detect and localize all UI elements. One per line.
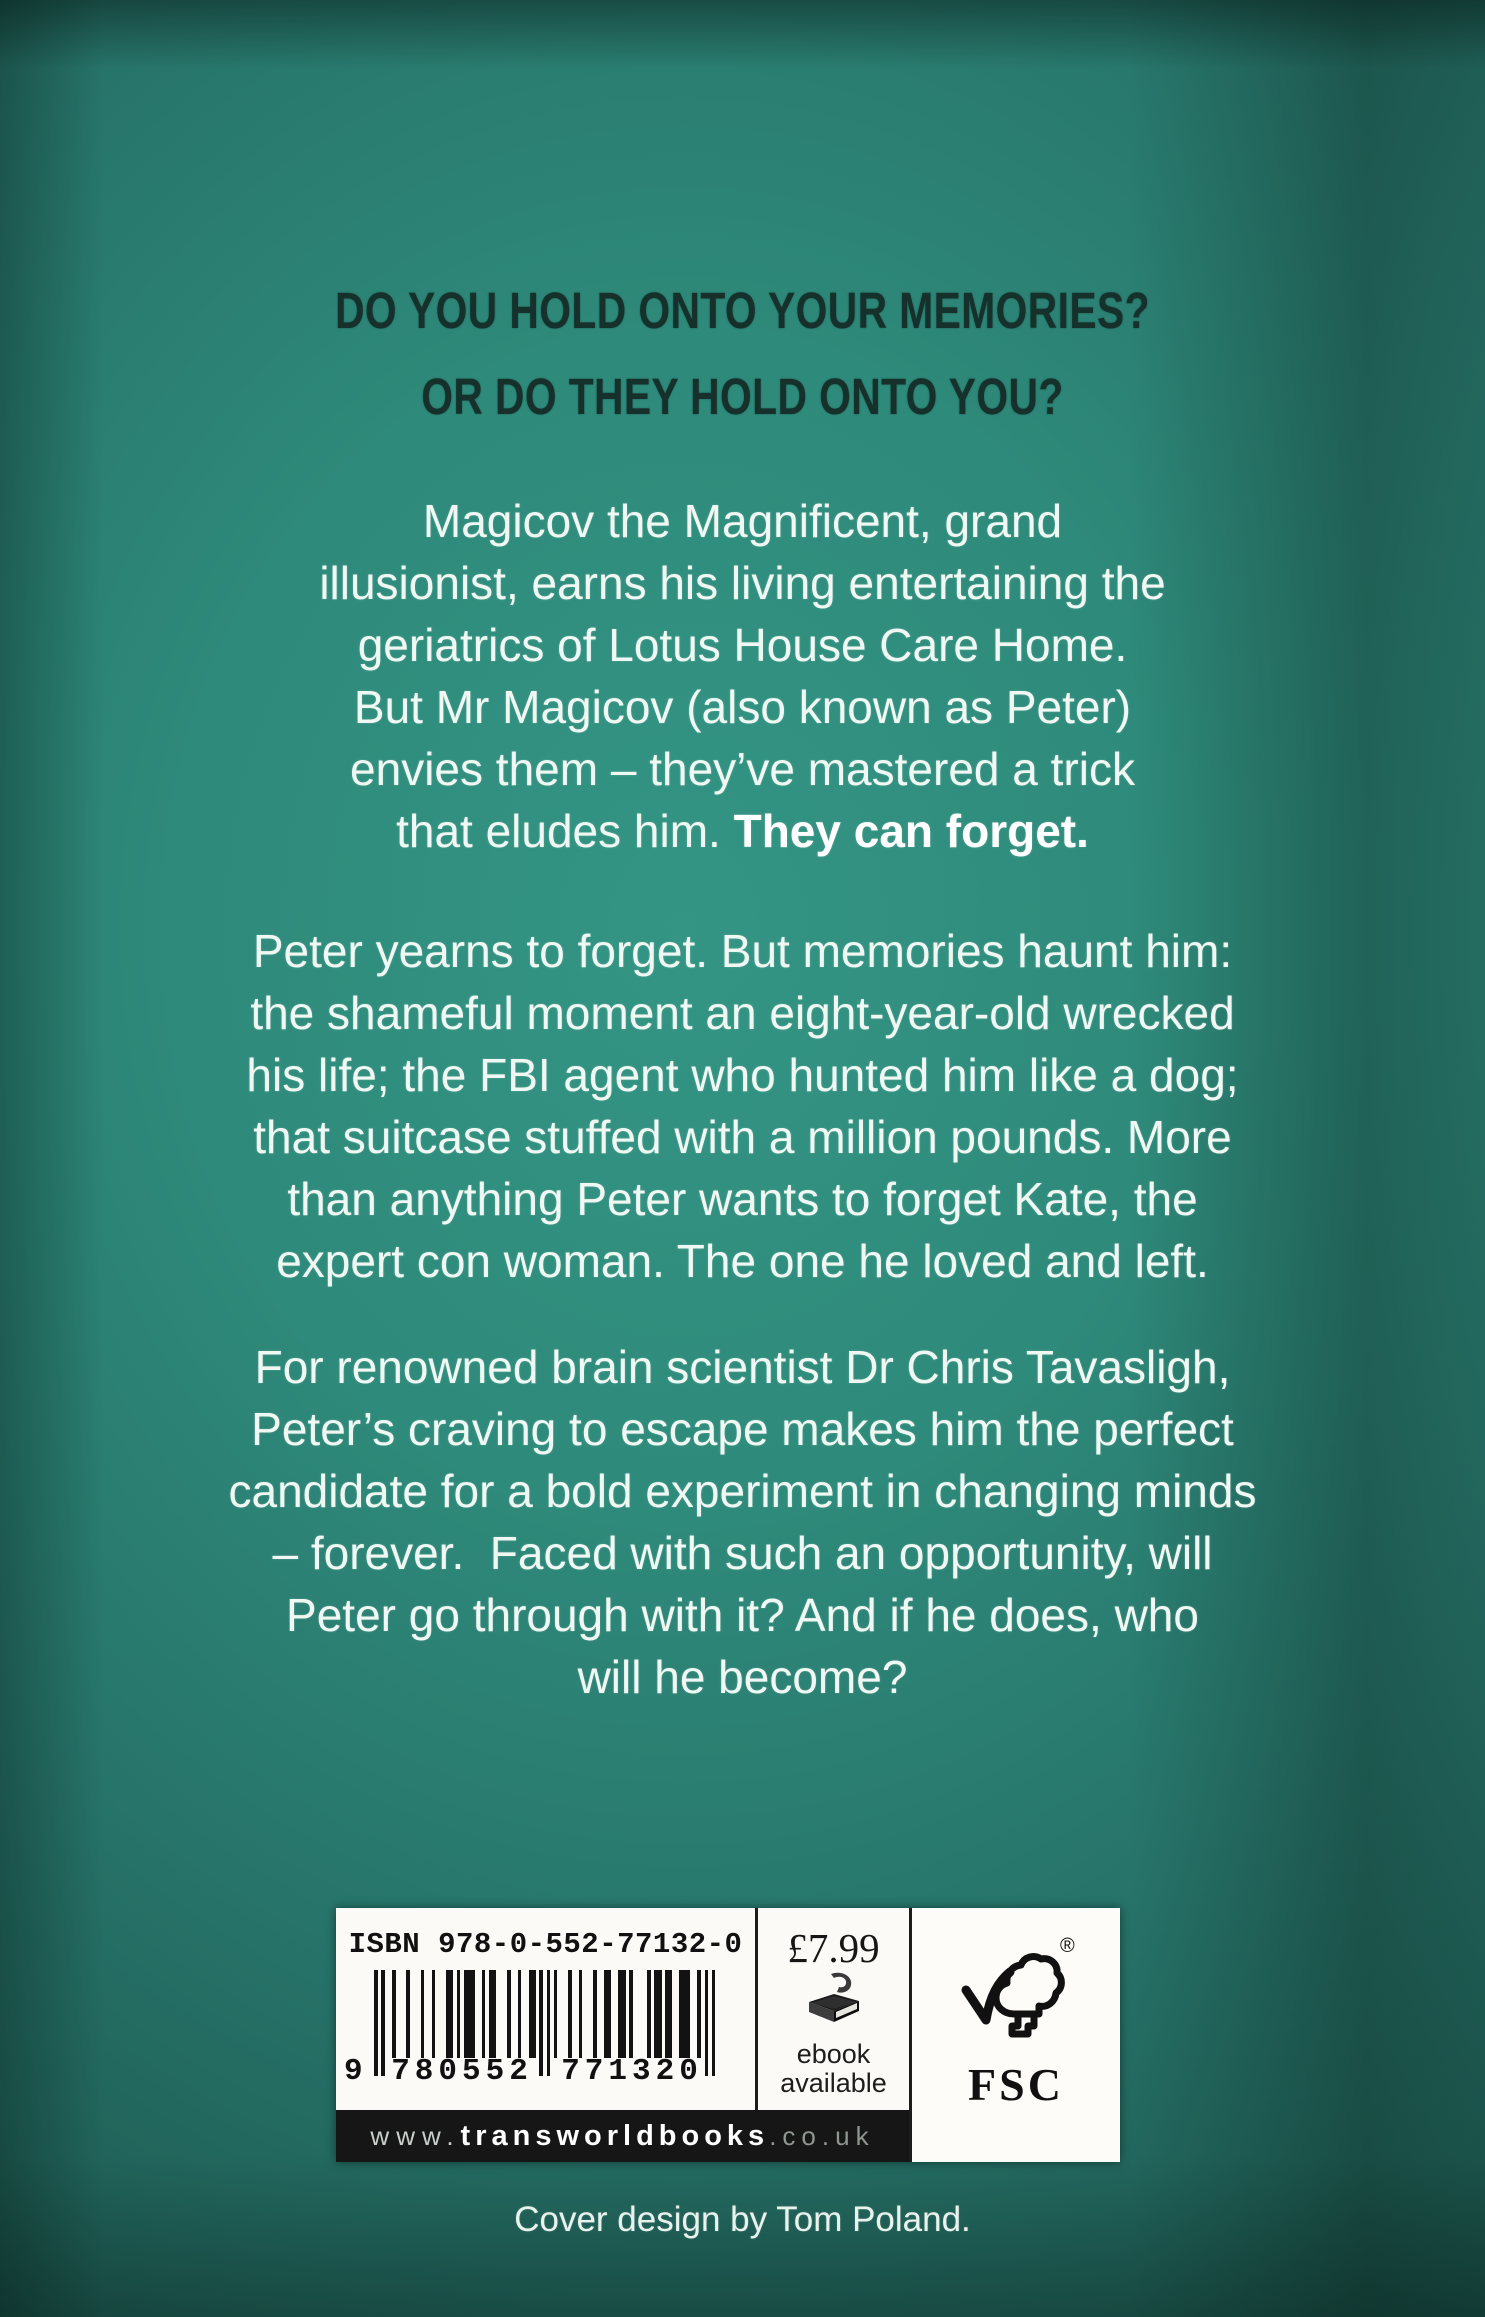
blurb-line: For renowned brain scientist Dr Chris Tavasligh, [254,1341,1231,1393]
ebook-label-line-2: available [780,2068,887,2098]
tagline-line-2: OR DO THEY HOLD ONTO YOU? [421,368,1064,425]
blurb-line: Peter yearns to forget. But memories haunt him: [252,925,1233,977]
tagline-line-1: DO YOU HOLD ONTO YOUR MEMORIES? [335,282,1150,339]
blurb-line: candidate for a bold experiment in changing minds [228,1465,1257,1517]
barcode-panel [336,1908,755,2110]
blurb-line: Peter go through with it? And if he does, who [286,1589,1199,1641]
blurb-line: the shameful moment an eight-year-old wrecked [250,987,1235,1039]
registered-trademark-symbol: ® [1060,1935,1075,1957]
price-panel [755,1908,909,2110]
ebook-icon [801,1972,867,2039]
fsc-logo-icon [952,1930,1080,2059]
barcode-block [336,1908,1120,2162]
blurb-line: But Mr Magicov (also known as Peter) [353,681,1132,733]
ebook-availability-label [758,2040,909,2098]
fsc-label: FSC [968,2059,1064,2110]
blurb-line: – forever. Faced with such an opportunity, will [272,1527,1213,1579]
ebook-label-line-1: ebook [796,2039,871,2069]
blurb-line: envies them – they’ve mastered a trick [350,743,1135,795]
isbn-label: ISBN 978-0-552-77132-0 [348,1928,743,1961]
website-name: transworldbooks [460,2119,770,2152]
blurb-line: illusionist, earns his living entertaining the [319,557,1166,609]
blurb-paragraph-3 [0,1336,1485,1708]
blurb-line: expert con woman. The one he loved and left. [276,1235,1209,1287]
blurb-paragraph-1 [0,490,1485,862]
cover-design-credit: Cover design by Tom Poland. [514,2200,971,2239]
barcode-digits-left: 780552 [391,2054,533,2089]
price-label: £7.99 [787,1925,880,1971]
blurb-line: Peter’s craving to escape makes him the perfect [251,1403,1234,1455]
blurb-line: than anything Peter wants to forget Kate, the [287,1173,1198,1225]
blurb-line: that suitcase stuffed with a million pounds. More [253,1111,1232,1163]
blurb-line: will he become? [577,1651,908,1703]
fsc-panel [909,1908,1120,2162]
barcode-module [712,1970,716,2076]
blurb-line: his life; the FBI agent who hunted him like a dog; [246,1049,1239,1101]
blurb-line: geriatrics of Lotus House Care Home. [357,619,1128,671]
blurb-line: Magicov the Magnificent, grand [422,495,1063,547]
blurb-line [0,800,1485,862]
barcode-digits-right: 771320 [561,2054,703,2089]
blurb-paragraph-2 [0,920,1485,1292]
tagline [0,268,1485,440]
bold-emphasis: They can forget. [733,805,1089,857]
website-tld: .co.uk [769,2120,875,2151]
publisher-website-bar [336,2110,909,2162]
blurb-line-normal-part: that eludes him. [396,805,734,857]
barcode-digit-lead: 9 [344,2054,363,2089]
website-www: www. [370,2120,461,2151]
